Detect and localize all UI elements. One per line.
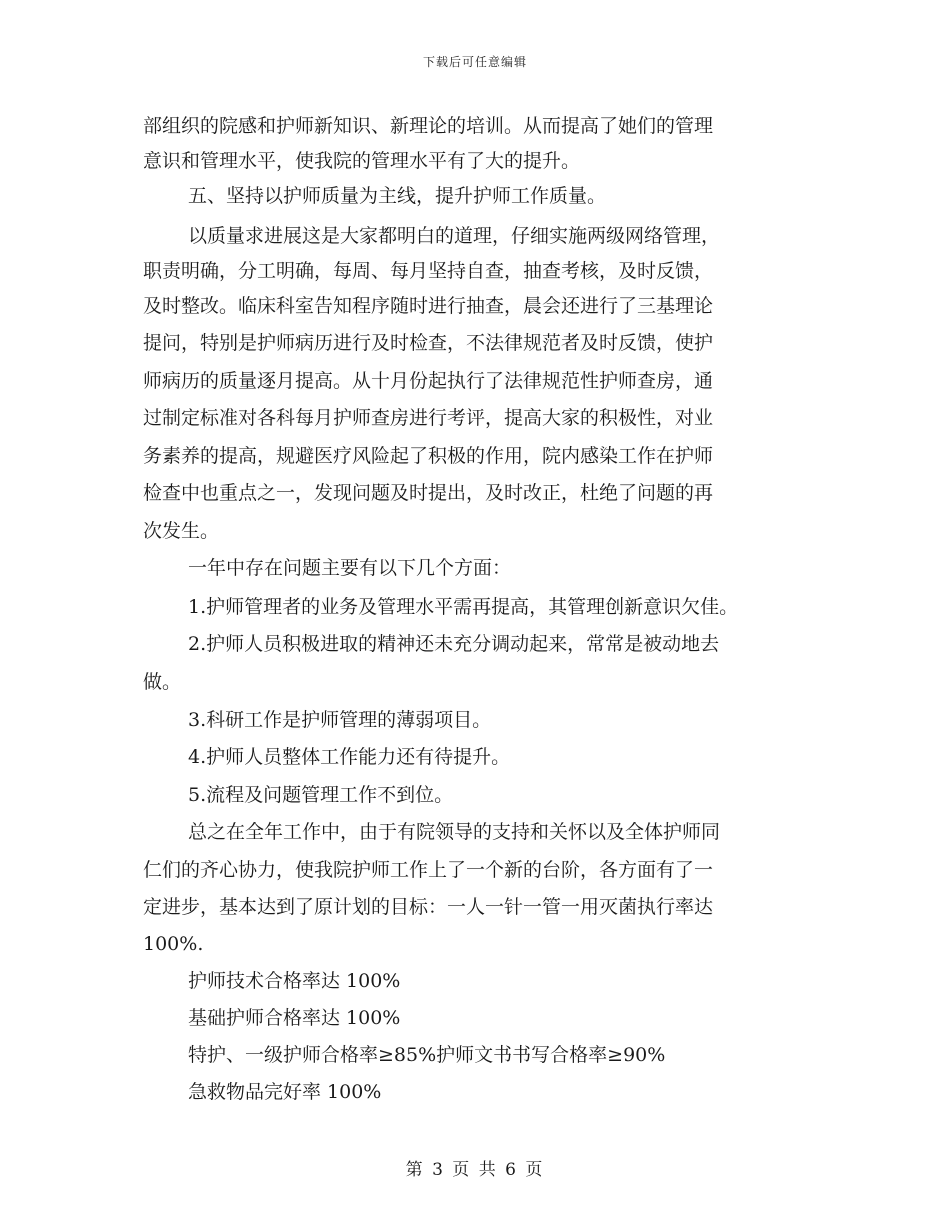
list-item: 2.护师人员积极进取的精神还未充分调动起来，常常是被动地去 — [188, 633, 720, 655]
text-line: 特护、一级护师合格率≥85%护师文书书写合格率≥90% — [188, 1044, 666, 1066]
text-line: 一年中存在问题主要有以下几个方面： — [188, 557, 512, 579]
list-item: 4.护师人员整体工作能力还有待提升。 — [188, 746, 511, 768]
page-footer: 第 3 页 共 6 页 — [405, 1160, 545, 1180]
list-item-continuation: 做。 — [143, 671, 182, 693]
text-line: 部组织的院感和护师新知识、新理论的培训。从而提高了她们的管理 — [143, 115, 714, 137]
text-line: 务素养的提高，规避医疗风险起了积极的作用，院内感染工作在护师 — [143, 445, 714, 467]
text-line: 意识和管理水平，使我院的管理水平有了大的提升。 — [143, 150, 581, 172]
text-line: 过制定标准对各科每月护师查房进行考评，提高大家的积极性，对业 — [143, 407, 714, 429]
text-line: 次发生。 — [143, 520, 220, 542]
text-line: 检查中也重点之一，发现问题及时提出，及时改正，杜绝了问题的再 — [143, 482, 714, 504]
page-header: 下载后可任意编辑 — [422, 55, 527, 69]
text-line: 师病历的质量逐月提高。从十月份起执行了法律规范性护师查房，通 — [143, 370, 714, 392]
list-item: 5.流程及问题管理工作不到位。 — [188, 784, 454, 806]
text-line: 以质量求进展这是大家都明白的道理，仔细实施两级网络管理， — [188, 225, 721, 247]
text-line: 基础护师合格率达 100% — [188, 1007, 401, 1029]
text-line: 急救物品完好率 100% — [188, 1081, 382, 1103]
text-line: 护师技术合格率达 100% — [188, 970, 401, 992]
text-line: 及时整改。临床科室告知程序随时进行抽查，晨会还进行了三基理论 — [143, 295, 714, 317]
text-line: 总之在全年工作中，由于有院领导的支持和关怀以及全体护师同 — [188, 821, 721, 843]
section-heading: 五、坚持以护师质量为主线，提升护师工作质量。 — [188, 185, 607, 207]
text-line: 提问，特别是护师病历进行及时检查，不法律规范者及时反馈，使护 — [143, 332, 714, 354]
text-line: 100%. — [143, 933, 204, 955]
list-item: 3.科研工作是护师管理的薄弱项目。 — [188, 709, 492, 731]
text-line: 定进步，基本达到了原计划的目标：一人一针一管一用灭菌执行率达 — [143, 896, 714, 918]
list-item: 1.护师管理者的业务及管理水平需再提高，其管理创新意识欠佳。 — [188, 596, 739, 618]
text-line: 仁们的齐心协力，使我院护师工作上了一个新的台阶，各方面有了一 — [143, 859, 714, 881]
text-line: 职责明确，分工明确，每周、每月坚持自查，抽查考核，及时反馈， — [143, 260, 714, 282]
